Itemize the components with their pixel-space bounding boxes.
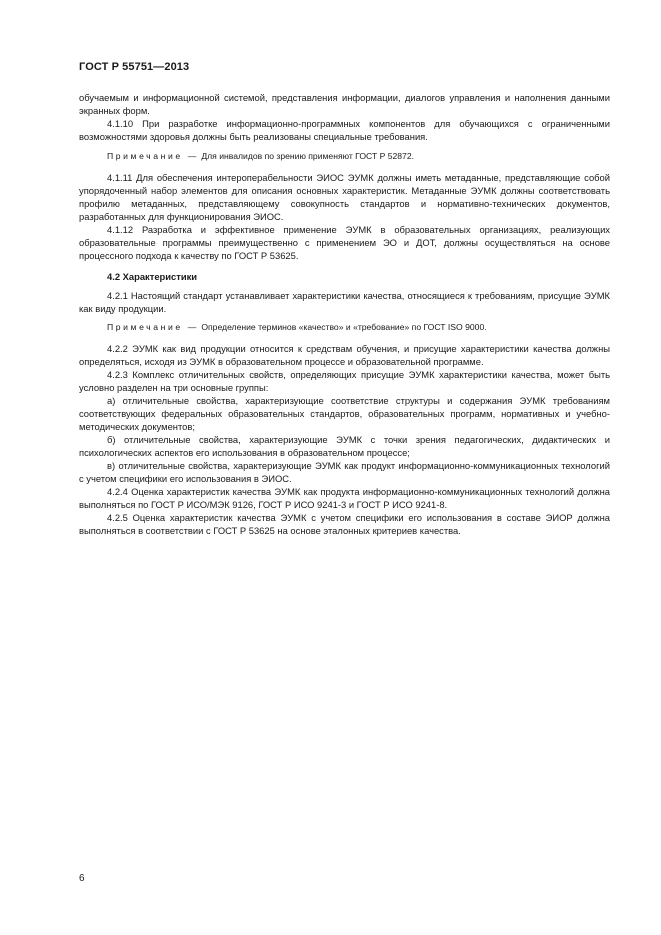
- paragraph-4-2-3: 4.2.3 Комплекс отличительных свойств, определяющих присущие ЭУМК характеристики качества, может быть условно разделен на три основные группы:: [79, 369, 610, 393]
- note-dash: —: [187, 151, 197, 161]
- note-1: [79, 150, 610, 163]
- paragraph-4-1-10: 4.1.10 При разработке информационно-программных компонентов для обучающихся с ограниченными возможностями здоровья должны быть реализованы специальные требования.: [79, 118, 610, 142]
- paragraph-4-2-2: 4.2.2 ЭУМК как вид продукции относится к средствам обучения, и присущие характеристики качества должны определяться, исходя из ЭУМК в образовательном процессе и образовательной программе.: [79, 343, 610, 367]
- paragraph-continuation: обучаемым и информационной системой, представления информации, диалогов управления и наполнения данными экранных форм.: [79, 92, 610, 116]
- document-body: [79, 91, 610, 537]
- paragraph-4-2-4: 4.2.4 Оценка характеристик качества ЭУМК как продукта информационно-коммуникационных технологий должна выполняться по ГОСТ Р ИСО/МЭК 9126, ГОСТ Р ИСО 9241-3 и ГОСТ Р ИСО 9241-8.: [79, 486, 610, 510]
- section-heading-4-2: 4.2 Характеристики: [107, 271, 198, 282]
- paragraph-4-2-1: 4.2.1 Настоящий стандарт устанавливает характеристики качества, относящиеся к требованиям, присущие ЭУМК как виду продукции.: [79, 290, 610, 314]
- document-code-header: ГОСТ Р 55751—2013: [79, 61, 190, 73]
- list-item-v: в) отличительные свойства, характеризующие ЭУМК как продукт информационно-коммуникационных технологий с учетом специфики его использования в ЭИОС.: [79, 460, 610, 484]
- note-label: Примечание: [107, 151, 183, 161]
- page-number: 6: [79, 873, 85, 884]
- note-label: Примечание: [107, 322, 183, 332]
- note-2: [79, 321, 610, 334]
- paragraph-4-2-5: 4.2.5 Оценка характеристик качества ЭУМК с учетом специфики его использования в составе ЭИОР должна выполняться в соответствии с ГОСТ Р 53625 на основе эталонных критериев качества.: [79, 512, 610, 536]
- note-text: Для инвалидов по зрению применяют ГОСТ Р 52872.: [201, 151, 414, 161]
- paragraph-4-1-11: 4.1.11 Для обеспечения интероперабельности ЭИОС ЭУМК должны иметь метаданные, представляющие собой упорядоченный набор элементов для описания основных характеристик. Метаданные ЭУМК должны соответствовать профилю метаданных, представляющему совокупность стандартов и нормативно-технических документов, разработанных для функционирования ЭИОС.: [79, 172, 610, 222]
- list-item-b: б) отличительные свойства, характеризующие ЭУМК с точки зрения педагогических, дидактических и психологических аспектов его использования в образовательном процессе;: [79, 434, 610, 458]
- note-dash: —: [187, 322, 197, 332]
- list-item-a: а) отличительные свойства, характеризующие соответствие структуры и содержания ЭУМК требованиям соответствующих федеральных образовательных стандартов, образовательных программ, нормативных и учебно-методических документов;: [79, 395, 610, 432]
- paragraph-4-1-12: 4.1.12 Разработка и эффективное применение ЭУМК в образовательных организациях, реализующих образовательные программы преимущественно с применением ЭО и ДОТ, должны осуществляться на основе процессного подхода к качеству по ГОСТ Р 53625.: [79, 224, 610, 261]
- note-text: Определение терминов «качество» и «требование» по ГОСТ ISO 9000.: [201, 322, 487, 332]
